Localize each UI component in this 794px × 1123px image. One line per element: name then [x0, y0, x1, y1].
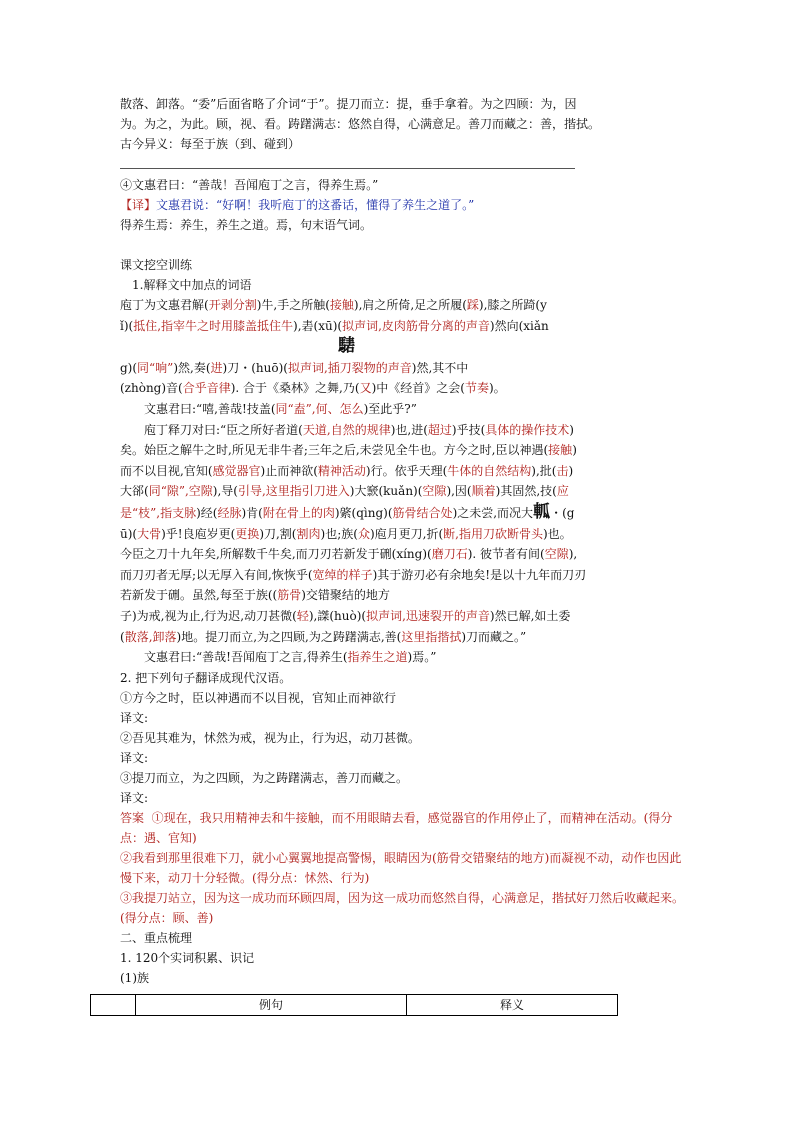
annotation: 合乎音律 — [182, 381, 231, 396]
passage-text: )然向(xiǎn — [489, 318, 549, 333]
document-page — [120, 94, 690, 1016]
translation-tag: 【译】 — [120, 198, 157, 212]
passage-text: 庖丁释刀对曰:“臣之所好者道( — [120, 422, 303, 437]
passage-text: ),膝之所踦(y — [478, 298, 547, 312]
passage-line — [120, 440, 690, 461]
passage-text: )之未尝,而况大 — [452, 505, 534, 520]
annotation: 散落,卸落 — [124, 629, 177, 644]
table-header-cell: 例句 — [136, 994, 407, 1015]
passage-text: )刀・(huō)( — [222, 360, 288, 375]
passage-text: 今臣之刀十九年矣,所解数千牛矣,而刀刃若新发于硎(xíng)( — [120, 547, 432, 562]
passage-text: )。 — [488, 381, 506, 396]
annotation: 感觉器官 — [212, 463, 261, 478]
passage-text: ),因( — [446, 484, 472, 499]
passage-line — [120, 585, 690, 606]
passage-text: )焉。” — [407, 650, 437, 665]
annotation: 筋骨 — [277, 588, 302, 603]
passage-text: )然,其不中 — [411, 360, 469, 375]
passage-text: ),肩之所倚,足之所履( — [353, 298, 467, 312]
annotation: 筋骨结合处 — [392, 505, 453, 520]
translation-line — [120, 195, 690, 215]
answer-tag: 答案 — [120, 810, 145, 825]
annotation: 接触 — [548, 443, 573, 458]
annotation: 同“盍”,何、怎么 — [275, 401, 364, 416]
passage-text: g)( — [120, 360, 138, 375]
word-note: 得养生焉：养生，养生之道。焉，句末语气词。 — [120, 218, 373, 232]
annotation: 大骨 — [137, 526, 162, 541]
note-line: 古今异义：每至于族（到、碰到） — [120, 137, 301, 151]
passage-text: ) — [568, 463, 574, 478]
item-label: (1)族 — [120, 970, 149, 985]
passage-text: )也,进( — [390, 422, 428, 437]
annotation: 精神活动 — [317, 463, 366, 478]
passage-line — [120, 358, 690, 379]
table-header-cell — [91, 994, 136, 1015]
passage-line — [120, 481, 690, 502]
passage-text: ),批( — [531, 463, 557, 478]
passage-line — [120, 627, 690, 648]
annotation: 附在骨上的肉 — [262, 505, 335, 520]
passage-text: 文惠君曰:“善哉!吾闻庖丁之言,得养生( — [120, 650, 348, 665]
translation-label: 译文: — [120, 750, 149, 765]
sentence-3: ③提刀而立，为之四顾，为之踌躇满志，善刀而藏之。 — [120, 770, 409, 785]
rare-character: 軱 — [533, 501, 551, 522]
annotated-passage — [120, 295, 690, 668]
passage-text: )中《经首》之会( — [371, 381, 465, 396]
passage-text: )牛,手之所触( — [256, 298, 330, 312]
original-quote: ④文惠君曰：“善哉！吾闻庖丁之言，得养生焉。” — [120, 178, 379, 192]
annotation: 节奏 — [464, 381, 489, 396]
passage-line — [120, 420, 690, 441]
annotation: 踩 — [466, 298, 479, 312]
passage-line — [120, 606, 690, 627]
annotation: 具体的操作技术 — [485, 422, 570, 437]
passage-text: 大郤( — [120, 484, 149, 499]
annotation: 磨刀石 — [431, 547, 468, 562]
passage-text: ), — [568, 547, 578, 562]
translation-label: 译文: — [120, 790, 149, 805]
passage-text: )乎!良庖岁更( — [161, 526, 236, 541]
annotation: 顺着 — [471, 484, 496, 499]
passage-text: )行。依乎天理( — [365, 463, 448, 478]
passage-text: 子)为戒,视为止,行为迟,动刀甚微( — [120, 608, 297, 623]
annotation: 断,指用刀砍断骨头 — [443, 526, 543, 541]
passage-text: ) — [569, 422, 574, 437]
passage-text: ū)( — [120, 526, 138, 541]
annotation: 轻 — [296, 608, 309, 623]
subsection-title: 1. 120个实词积累、识记 — [120, 950, 255, 965]
annotation: 天道,自然的规律 — [302, 422, 391, 437]
sentence-1: ①方今之时，臣以神遇而不以目视，官知止而神欲行 — [120, 690, 397, 705]
table-header-cell: 释义 — [407, 994, 618, 1015]
question-1: 1.解释文中加点的词语 — [132, 278, 252, 292]
annotation: 这里指揩拭 — [401, 629, 462, 644]
passage-text: )至此乎?” — [363, 401, 417, 416]
annotation: 拟声词,插刀裂物的声音 — [287, 360, 412, 375]
passage-text: ). 彼节者有间( — [467, 547, 545, 562]
sentence-2: ②吾见其难为，怵然为戒，视为止，行为迟，动刀甚微。 — [120, 730, 421, 745]
passage-text: )经( — [196, 505, 218, 520]
passage-line — [120, 544, 690, 565]
note-line: 为。为之，为此。顾，视、看。踌躇满志：悠然自得，心满意足。善刀而藏之：善，揩拭。 — [120, 117, 601, 131]
table-header-row — [91, 994, 618, 1015]
annotation: 拟声词,皮肉筋骨分离的声音 — [342, 318, 490, 333]
passage-text: )也。 — [542, 526, 572, 541]
passage-text: 庖丁为文惠君解( — [120, 298, 209, 312]
annotation: 牛体的自然结构 — [447, 463, 532, 478]
passage-text: )其于游刃必有余地矣!是以十九年而刀刃 — [372, 567, 587, 582]
section-title-2: 二、重点梳理 — [120, 930, 193, 945]
annotation: 拟声词,迅速裂开的声音 — [366, 608, 490, 623]
annotation: 众 — [357, 526, 370, 541]
passage-line — [120, 502, 690, 524]
annotation: 又 — [359, 381, 372, 396]
passage-line — [120, 524, 690, 545]
passage-text: ) — [572, 443, 577, 458]
note-line: 散落、卸落。“委”后面省略了介词“于”。提刀而立：提，垂手拿着。为之四顾：为，因 — [120, 97, 577, 111]
passage-text: )也;族( — [320, 526, 358, 541]
translation-label: 译文: — [120, 710, 149, 725]
passage-text: )肯( — [241, 505, 263, 520]
annotation: 空隙 — [544, 547, 569, 562]
passage-line — [120, 336, 690, 358]
passage-text: )交错聚结的地方 — [301, 588, 390, 603]
translation-text: 文惠君说：“好啊！我听庖丁的这番话，懂得了养生之道了。” — [156, 198, 475, 212]
annotation: 应 — [556, 484, 569, 499]
annotation: 经脉 — [217, 505, 242, 520]
annotation: 空隙 — [422, 484, 447, 499]
annotation: 割肉 — [296, 526, 321, 541]
passage-text: 而刀刃者无厚;以无厚入有间,恢恢乎( — [120, 567, 313, 582]
passage-text: ǐ)( — [120, 318, 134, 333]
annotation: 击 — [556, 463, 569, 478]
passage-line — [120, 295, 690, 316]
passage-line — [120, 647, 690, 668]
annotation: 超过 — [427, 422, 452, 437]
passage-text: ),謋(huò)( — [308, 608, 367, 623]
answer-1: 答案 ①现在，我只用精神去和牛接触，而不用眼睛去看，感觉器官的作用停止了，而精神在活动。(得分点：遇、官知) — [120, 810, 673, 845]
annotation: 抵住,指宰牛之时用膝盖抵住牛 — [133, 318, 294, 333]
passage-text: ( — [120, 629, 125, 644]
annotation: 宽绰的样子 — [312, 567, 373, 582]
annotation: 指养生之道 — [347, 650, 408, 665]
answer-2: ②我看到那里很难下刀，就小心翼翼地提高警惕，眼睛因为(筋骨交错聚结的地方)而凝视不动，动作也因此慢下来，动刀十分轻微。(得分点：怵然、行为) — [120, 850, 682, 885]
annotation: 开剥分割 — [208, 298, 257, 312]
passage-line — [120, 461, 690, 482]
passage-text: )綮(qìng)( — [334, 505, 393, 520]
passage-text: )庖月更刀,折( — [369, 526, 444, 541]
passage-text: 文惠君曰:“嘻,善哉!技盖( — [120, 401, 276, 416]
answer-3: ③我提刀站立，因为这一成功而环顾四周，因为这一成功而悠然自得，心满意足，揩拭好刀然后收藏起来。(得分点：顾、善) — [120, 890, 685, 925]
passage-text: )乎技( — [451, 422, 486, 437]
passage-text: 矣。始臣之解牛之时,所见无非牛者;三年之后,未尝见全牛也。方今之时,臣以神遇( — [120, 443, 549, 458]
annotation: 接触 — [329, 298, 354, 312]
rare-character: 騞 — [338, 336, 355, 357]
passage-line — [120, 316, 690, 337]
passage-text: )止而神欲( — [260, 463, 318, 478]
passage-text: )然,奏( — [173, 360, 211, 375]
annotation: 更换 — [235, 526, 260, 541]
passage-text: 若新发于硎。虽然,每至于族(( — [120, 588, 278, 603]
passage-line — [120, 378, 690, 399]
passage-text: )其固然,技( — [495, 484, 557, 499]
question-2: 2. 把下列句子翻译成现代汉语。 — [120, 670, 292, 685]
annotation: 进 — [210, 360, 223, 375]
word-table — [90, 994, 618, 1016]
passage-line — [120, 399, 690, 420]
passage-line — [120, 565, 690, 586]
passage-text: )然已解,如土委 — [489, 608, 571, 623]
passage-text: )大窾(kuǎn)( — [349, 484, 423, 499]
passage-text: (zhòng)音( — [120, 381, 183, 396]
passage-text: ・(g — [550, 505, 575, 520]
passage-text: )刀而藏之。” — [461, 629, 527, 644]
passage-text: ),砉(xū)( — [293, 318, 343, 333]
passage-text: )刀,割( — [259, 526, 297, 541]
annotation: 引导,这里指引刀进入 — [237, 484, 350, 499]
annotation: 是“枝”,指支脉 — [120, 505, 197, 520]
annotation: 同“响” — [137, 360, 174, 375]
passage-text: )地。提刀而立,为之四顾,为之踌躇满志,善( — [176, 629, 402, 644]
divider — [120, 168, 575, 169]
section-title: 课文挖空训练 — [120, 258, 193, 272]
passage-text: ). 合于《桑林》之舞,乃( — [230, 381, 360, 396]
passage-text: ),导( — [212, 484, 238, 499]
passage-text: 而不以目视,官知( — [120, 463, 213, 478]
annotation: 同“隙”,空隙 — [148, 484, 213, 499]
